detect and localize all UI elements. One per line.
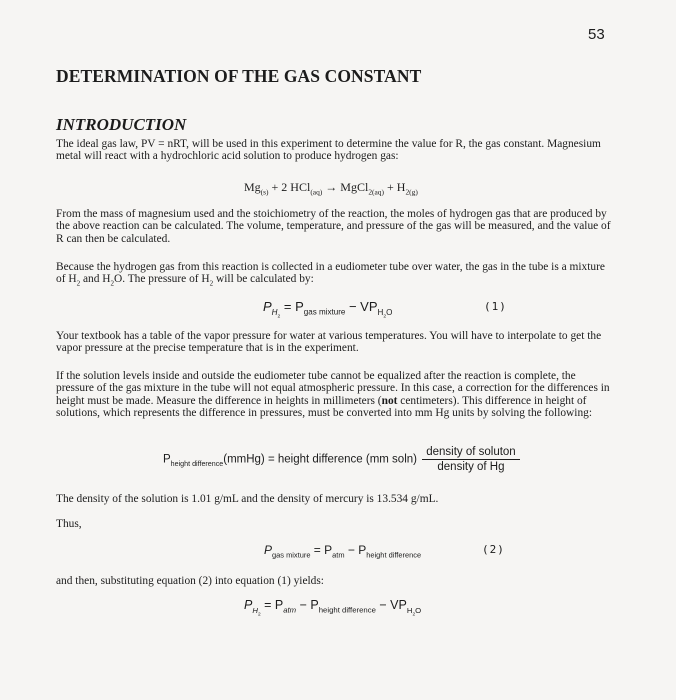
page-title: DETERMINATION OF THE GAS CONSTANT [56, 66, 422, 86]
paragraph-eudiometer: Because the hydrogen gas from this reaction is collected in a eudiometer tube over water, the gas in the tube is a mixture of $H_2$ and $H_2O$. The pressure of $H_2$ will be calculated by: [56, 261, 605, 288]
section-heading: INTRODUCTION [56, 115, 187, 134]
reaction-equation: $Mg_{(s)} + 2$ HCl$_{(aq)}$ → MgCl$_{2(aq)}$ + $H_{2(g)}$ [244, 180, 418, 197]
equation-number-1: (1) [484, 300, 507, 313]
paragraph-thus: Thus, [56, 518, 82, 530]
paragraph-stoichiometry: From the mass of magnesium used and the stoichiometry of the reaction, the moles of hydrogen gas that are produced by the above reaction can be calculated. The volume, temperature, and pressure of the gas will be measured, and the value of R can then be calculated. [56, 208, 611, 245]
paragraph-densities: The density of the solution is 1.01 g/mL and the density of mercury is 13.534 g/mL. [56, 493, 439, 505]
equation-height-difference: $P_{height difference}(mmHg)$ = height difference (mm soln) $\frac{\text{density of soluton}}{\text{density of Hg}}$ [163, 446, 520, 473]
paragraph-ideal-gas-law: The ideal gas law, PV = nRT, will be used in this experiment to determine the value for R, the gas constant. Magnesium metal will react with a hydrochloric acid solution to produce hydrogen gas: [56, 138, 601, 163]
paragraph-vapor-pressure: Your textbook has a table of the vapor pressure for water at various temperatures. You will have to interpolate to get the vapor pressure at the precise temperature that is in the experiment. [56, 330, 602, 355]
paragraph-substitution: and then, substituting equation (2) into equation (1) yields: [56, 575, 324, 587]
density-fraction: $\frac{\text{density of soluton}}{\text{density of Hg}}$ [422, 446, 520, 473]
page-number: 53 [588, 26, 605, 43]
paragraph-height-correction: If the solution levels inside and outside the eudiometer tube cannot be equalized after the reaction is complete, the pressure of the gas mixture in the tube will not equal atmospheric pressure. In this case, a correction for the differences in height must be made. Measure the difference in heights in millimeters (not centimeters). This difference in height of solutions, which represents the difference in pressures, must be converted into mm Hg units by solving the following: [56, 370, 610, 419]
equation-3: $P_{H_2} = P_{atm} - P_{height difference} - VP_{H_2O}$ [244, 598, 422, 618]
equation-number-2: (2) [482, 543, 505, 556]
equation-2: $P_{gas mixture} = P_{atm} - P_{height difference}$ [264, 543, 422, 560]
equation-1: $P_{H_2} = P_{gas mixture} - VP_{H_2O}$ [263, 299, 393, 320]
